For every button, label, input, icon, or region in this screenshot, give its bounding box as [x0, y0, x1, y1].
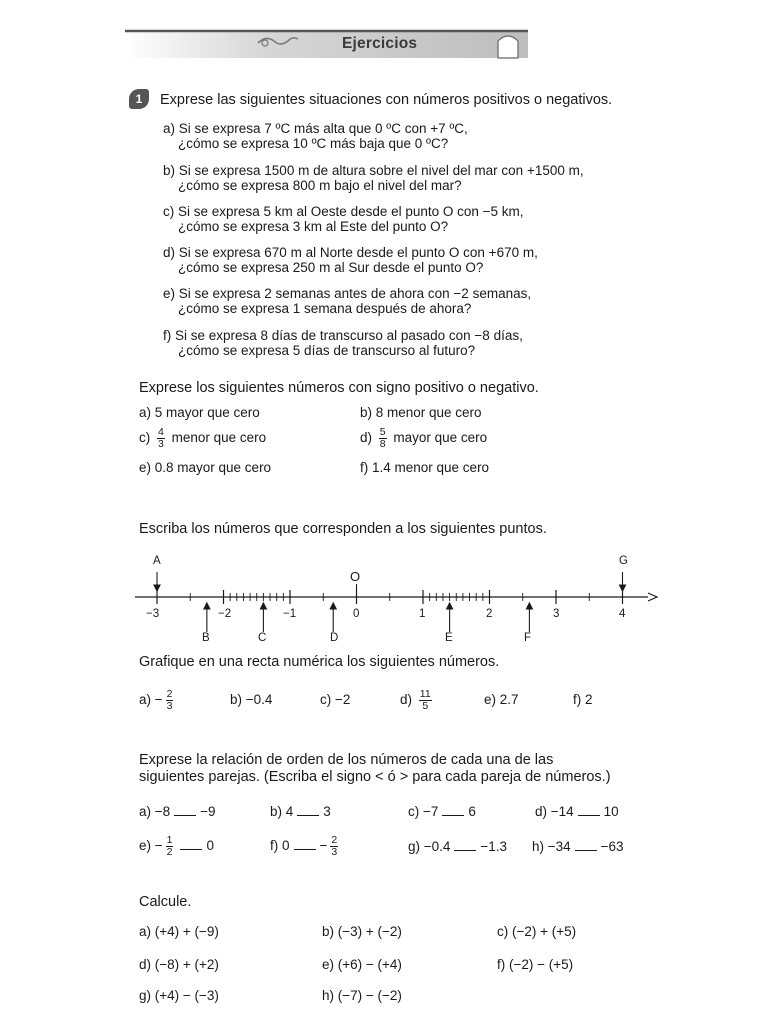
- fraction-numerator: 4: [158, 425, 164, 438]
- answer-blank[interactable]: [454, 839, 476, 851]
- point-arrowhead: [447, 603, 453, 609]
- ex3-prompt: Escriba los números que corresponden a los siguientes puntos.: [139, 521, 547, 537]
- ex5-prompt-line2: siguientes parejas. (Escriba el signo < ó > para cada pareja de números.): [139, 769, 611, 785]
- point-label-e: E: [445, 632, 453, 644]
- ex4-item-f: f) 2: [573, 692, 593, 707]
- point-label-a: A: [153, 555, 161, 567]
- tick-label: −1: [283, 608, 297, 620]
- ex5-item-f-left: f) 0: [270, 838, 290, 853]
- tick-label: 2: [486, 608, 493, 620]
- ex6-prompt: Calcule.: [139, 894, 192, 910]
- ex5-item-a: [139, 804, 216, 820]
- tick-label: −2: [218, 608, 232, 620]
- ex4-item-e: e) 2.7: [484, 692, 519, 707]
- ex5-item-e-right: 0: [206, 838, 214, 853]
- ex2-item-b: b) 8 menor que cero: [360, 405, 482, 420]
- tick-label: −3: [146, 608, 160, 620]
- ex6-item-d: d) (−8) + (+2): [139, 957, 219, 972]
- ex6-item-f: f) (−2) − (+5): [497, 957, 574, 972]
- point-label-b: B: [202, 632, 210, 644]
- point-arrowhead: [526, 603, 532, 609]
- ex4-item-d-fraction: [419, 689, 432, 712]
- ex4-item-d: [400, 686, 435, 714]
- ex6-item-g: g) (+4) − (−3): [139, 988, 219, 1003]
- tick-label: 3: [553, 608, 560, 620]
- answer-blank[interactable]: [180, 838, 202, 850]
- fraction-numerator: 2: [331, 833, 338, 846]
- point-label-c: C: [258, 632, 267, 644]
- ex2-item-d-suffix: mayor que cero: [393, 430, 488, 445]
- tick-label: 4: [619, 608, 626, 620]
- ex2-item-d-prefix: d): [360, 430, 373, 445]
- ex5-item-f-right: −: [319, 838, 328, 853]
- ex5-item-h-left: h) −34: [532, 839, 571, 854]
- ex1-item-a-line1: a) Si se expresa 7 ºC más alta que 0 ºC con +7 ºC,: [163, 121, 468, 136]
- fraction-denominator: 3: [166, 699, 173, 712]
- ex1-item-e-line1: e) Si se expresa 2 semanas antes de ahora con −2 semanas,: [163, 286, 532, 301]
- fraction-denominator: 5: [422, 699, 429, 712]
- fraction-denominator: 8: [379, 437, 386, 450]
- point-arrowhead: [620, 585, 626, 591]
- tick-label: 0: [353, 608, 360, 620]
- ex1-item-e-line2: ¿cómo se expresa 1 semana después de ahora?: [178, 301, 472, 316]
- ex2-item-c-suffix: menor que cero: [171, 430, 267, 445]
- ex1-item-c-line1: c) Si se expresa 5 km al Oeste desde el punto O con −5 km,: [163, 204, 524, 219]
- ex5-item-c-right: 6: [468, 804, 476, 819]
- origin-label: O: [350, 569, 361, 584]
- ex5-item-c-left: c) −7: [408, 804, 439, 819]
- point-arrowhead: [204, 603, 210, 609]
- ex2-item-c-fraction: [157, 427, 165, 450]
- ex4-item-c: c) −2: [320, 692, 351, 707]
- ex5-item-f-fraction: [330, 835, 338, 858]
- answer-blank[interactable]: [297, 804, 319, 816]
- answer-blank[interactable]: [442, 804, 464, 816]
- ex5-item-a-left: a) −8: [139, 804, 171, 819]
- fraction-numerator: 11: [419, 687, 431, 700]
- ex1-item-b-line2: ¿cómo se expresa 800 m bajo el nivel del mar?: [178, 178, 462, 193]
- answer-blank[interactable]: [174, 804, 196, 816]
- ex2-item-a: a) 5 mayor que cero: [139, 405, 260, 420]
- ex4-item-a-prefix: a) −: [139, 692, 163, 707]
- ex4-item-d-prefix: d): [400, 692, 413, 707]
- fraction-numerator: 1: [166, 833, 173, 846]
- ex4-item-a: [139, 686, 176, 714]
- point-label-g: G: [619, 555, 628, 567]
- ex5-item-d-left: d) −14: [535, 804, 574, 819]
- ex1-item-d-line2: ¿cómo se expresa 250 m al Sur desde el punto O?: [178, 260, 484, 275]
- ex5-item-a-right: −9: [200, 804, 216, 819]
- point-arrowhead: [154, 585, 160, 591]
- ex2-item-c-prefix: c): [139, 430, 151, 445]
- ex5-item-g-right: −1.3: [480, 839, 508, 854]
- point-arrowhead: [260, 603, 266, 609]
- ex5-item-f: [270, 832, 341, 860]
- exercise-number-badge: 1: [129, 89, 149, 109]
- ex5-item-h: [532, 839, 624, 855]
- fraction-numerator: 5: [379, 425, 386, 438]
- ex5-item-b: [270, 804, 331, 820]
- ex1-item-d-line1: d) Si se expresa 670 m al Norte desde el punto O con +670 m,: [163, 245, 538, 260]
- ex5-item-e-left: e) −: [139, 838, 163, 853]
- ex6-item-h: h) (−7) − (−2): [322, 988, 402, 1003]
- answer-blank[interactable]: [294, 838, 316, 850]
- ex1-item-a-line2: ¿cómo se expresa 10 ºC más baja que 0 ºC?: [178, 136, 449, 151]
- point-label-d: D: [330, 632, 339, 644]
- tick-label: 1: [419, 608, 426, 620]
- point-arrowhead: [330, 603, 336, 609]
- fraction-numerator: 2: [166, 687, 173, 700]
- ex5-item-b-right: 3: [323, 804, 331, 819]
- ex4-item-b: b) −0.4: [230, 692, 273, 707]
- ex2-prompt: Exprese los siguientes números con signo positivo o negativo.: [139, 380, 539, 396]
- ex5-item-g-left: g) −0.4: [408, 839, 451, 854]
- ex1-item-f-line1: f) Si se expresa 8 días de transcurso al pasado con −8 días,: [163, 328, 523, 343]
- ex5-item-g: [408, 839, 507, 855]
- ex6-item-e: e) (+6) − (+4): [322, 957, 402, 972]
- ex1-item-b-line1: b) Si se expresa 1500 m de altura sobre el nivel del mar con +1500 m,: [163, 163, 584, 178]
- ex2-item-f: f) 1.4 menor que cero: [360, 460, 490, 475]
- ex5-item-d: [535, 804, 619, 820]
- ex5-item-b-left: b) 4: [270, 804, 294, 819]
- ex6-item-a: a) (+4) + (−9): [139, 924, 219, 939]
- ex5-item-e: [139, 832, 214, 860]
- ex2-item-e: e) 0.8 mayor que cero: [139, 460, 272, 475]
- ex4-prompt: Grafique en una recta numérica los siguientes números.: [139, 654, 500, 670]
- answer-blank[interactable]: [575, 839, 597, 851]
- page-title: Ejercicios: [342, 35, 418, 52]
- ex5-item-d-right: 10: [603, 804, 619, 819]
- ex5-prompt-line1: Exprese la relación de orden de los números de cada una de las: [139, 752, 554, 768]
- ex6-item-b: b) (−3) + (−2): [322, 924, 402, 939]
- answer-blank[interactable]: [578, 804, 600, 816]
- ex2-item-c: [139, 424, 266, 452]
- fraction-denominator: 3: [158, 437, 164, 450]
- ex5-item-e-fraction: [166, 835, 174, 858]
- ex2-item-d: [360, 424, 487, 452]
- point-label-f: F: [524, 632, 532, 644]
- ex1-prompt: Exprese las siguientes situaciones con números positivos o negativos.: [160, 92, 613, 108]
- ex1-item-c-line2: ¿cómo se expresa 3 km al Este del punto O?: [178, 219, 449, 234]
- ex6-item-c: c) (−2) + (+5): [497, 924, 577, 939]
- fraction-denominator: 3: [331, 845, 338, 858]
- ex4-item-a-fraction: [166, 689, 174, 712]
- ex5-item-h-right: −63: [600, 839, 624, 854]
- ex2-item-d-fraction: [379, 427, 387, 450]
- ex5-item-c: [408, 804, 476, 820]
- ex1-item-f-line2: ¿cómo se expresa 5 días de transcurso al futuro?: [178, 343, 476, 358]
- header-banner: [125, 27, 528, 61]
- fraction-denominator: 2: [166, 845, 173, 858]
